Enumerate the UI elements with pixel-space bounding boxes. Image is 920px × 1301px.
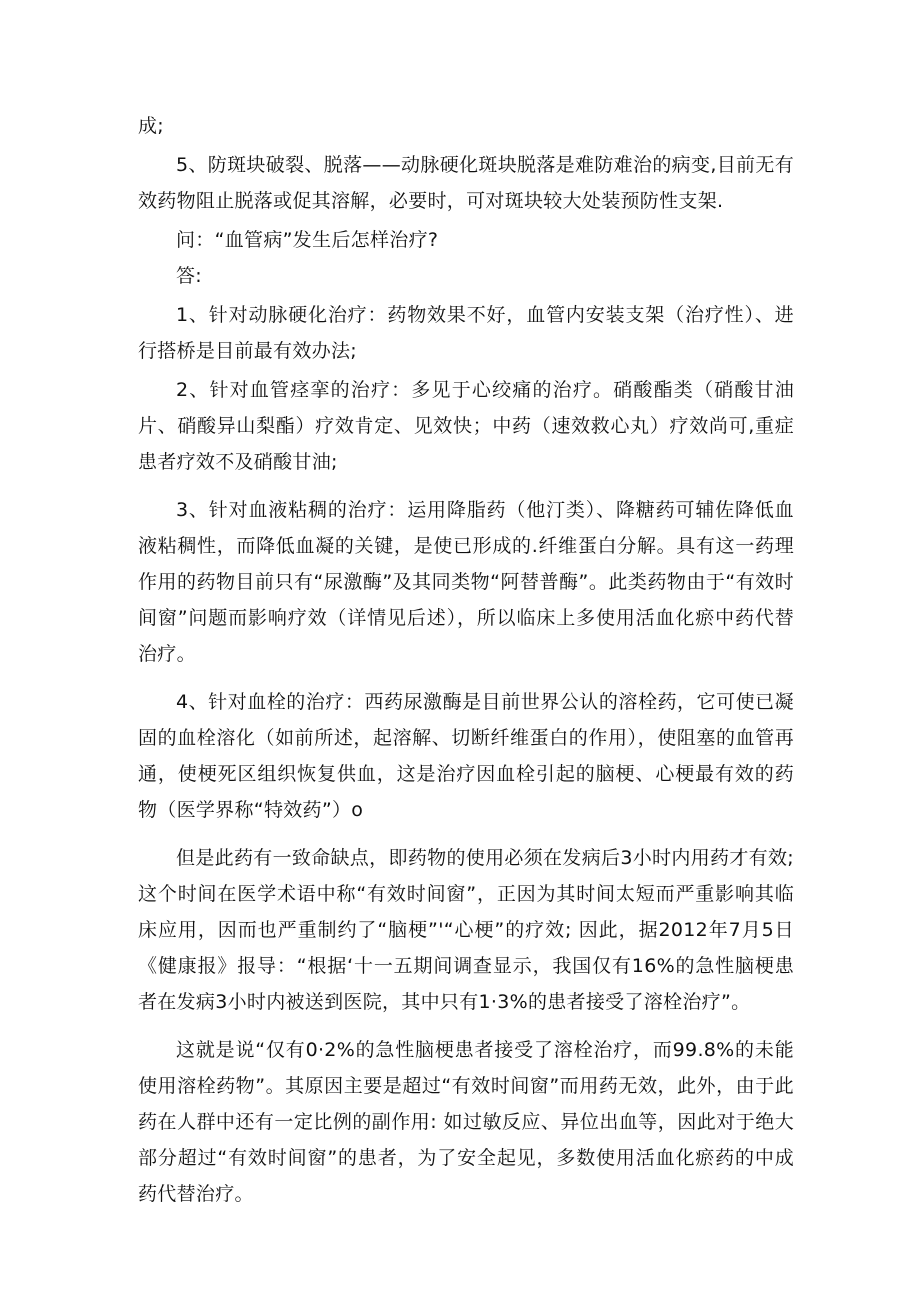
paragraph-item-2: 2、针对血管痉挛的治疗：多见于心绞痛的治疗。硝酸酯类（硝酸甘油片、硝酸异山梨酯）疗效肯定、见效快；中药（速效救心丸）疗效尚可,重症患者疗效不及硝酸甘油; [138,379,794,473]
paragraph-continuation: 成; [138,115,165,137]
paragraph-item-3: 3、针对血液粘稠的治疗：运用降脂药（他汀类）、降糖药可辅佐降低血液粘稠性，而降低血凝的关键，是使已形成的.纤维蛋白分解。具有这一药理作用的药物目前只有“尿激酶”及其同类物“阿替普酶”。此类药物由于“有效时间窗”问题而影响疗效（详情见后述），所以临床上多使用活血化瘀中药代替治疗。 [138,499,794,665]
paragraph-item-4: 4、针对血栓的治疗：西药尿激酶是目前世界公认的溶栓药，它可使已凝固的血栓溶化（如前所述，起溶解、切断纤维蛋白的作用），使阻塞的血管再通，使梗死区组织恢复供血，这是治疗因血栓引起的脑梗、心梗最有效的药物（医学界称“特效药”）o [138,691,794,821]
answer-label: 答: [176,265,203,287]
paragraph-time-window: 但是此药有一致命缺点，即药物的使用必须在发病后3小时内用药才有效; 这个时间在医学术语中称“有效时间窗”，正因为其时间太短而严重影响其临床应用，因而也严重制约了“脑梗”'“心梗”的疗效; 因此，据2012年7月5日《健康报》报导：“根据‘十一五期间调查显示，我国仅有16%的急性脑梗患者在发病3小时内被送到医院，其中只有1·3%的患者接受了溶栓治疗”。 [138,847,794,1013]
paragraph-conclusion: 这就是说“仅有0·2%的急性脑梗患者接受了溶栓治疗，而99.8%的未能使用溶栓药物”。其原因主要是超过“有效时间窗”而用药无效，此外，由于此药在人群中还有一定比例的副作用: 如过敏反应、异位出血等，因此对于绝大部分超过“有效时间窗”的患者，为了安全起见，多数使用活血化瘀药的中成药代替治疗。 [138,1039,794,1205]
paragraph-item-1: 1、针对动脉硬化治疗：药物效果不好，血管内安装支架（治疗性）、进行搭桥是目前最有效办法; [138,304,794,362]
document-body [138,108,794,1212]
question-heading: 问：“血管病”发生后怎样治疗? [176,229,439,251]
paragraph-item-5: 5、防斑块破裂、脱落——动脉硬化斑块脱落是难防难治的病变,目前无有效药物阻止脱落或促其溶解，必要时，可对斑块较大处装预防性支架. [138,154,794,212]
